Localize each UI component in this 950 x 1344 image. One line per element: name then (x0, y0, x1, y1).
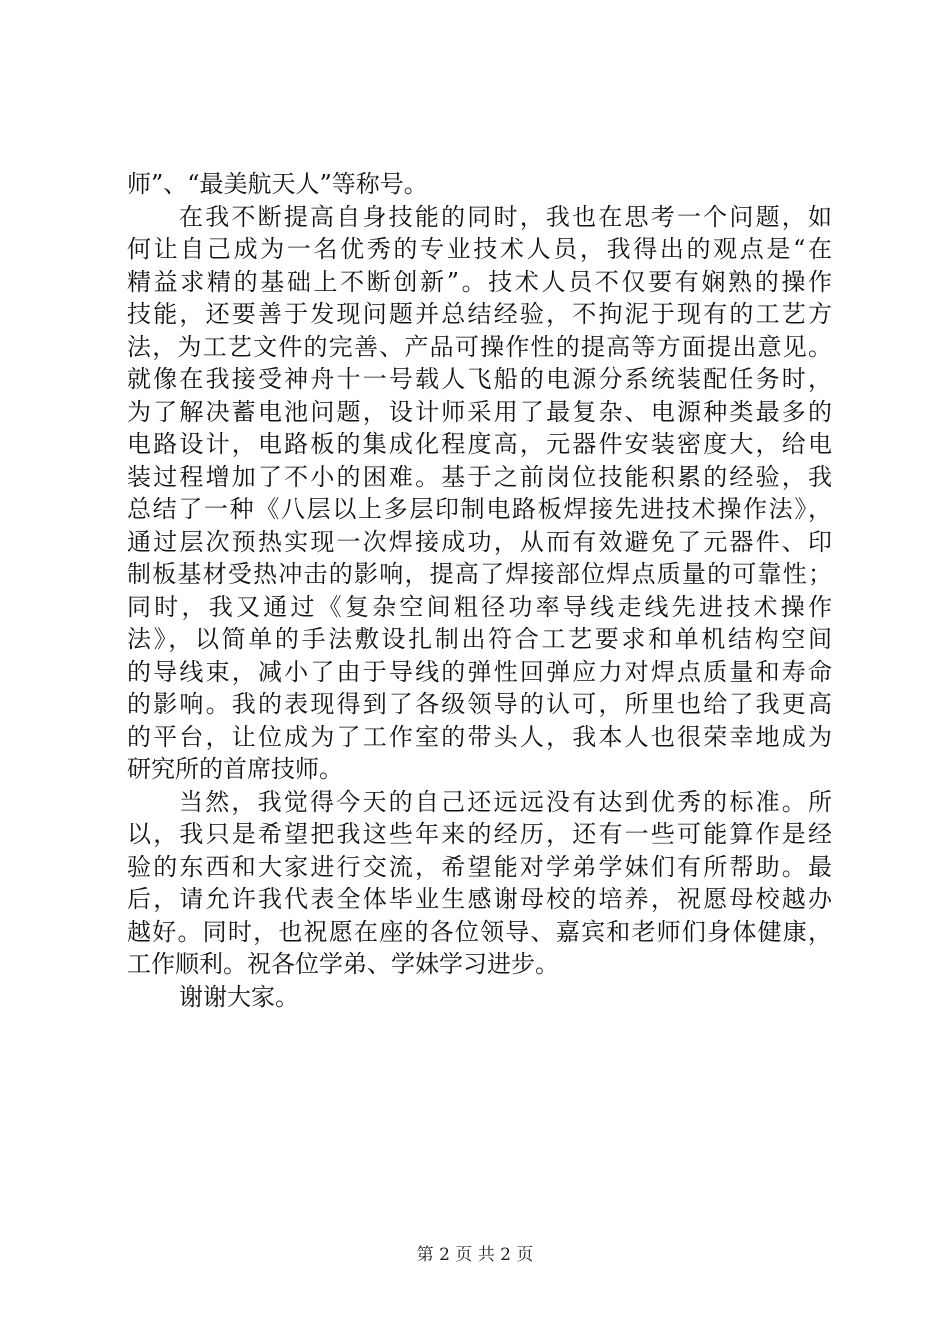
text-line: 在我不断提高自身技能的同时，我也在思考一个问题，如 (179, 202, 832, 231)
text-line: 何让自己成为一名优秀的专业技术人员，我得出的观点是“在 (127, 235, 832, 263)
text-line: 法》，以简单的手法敷设扎制出符合工艺要求和单机结构空间 (127, 625, 832, 653)
body-text (127, 168, 832, 1013)
text-line: 工作顺利。祝各位学弟、学妹学习进步。 (127, 950, 559, 978)
text-line: 验的东西和大家进行交流，希望能对学弟学妹们有所帮助。最 (127, 852, 832, 881)
text-line: 师”、“最美航天人”等称号。 (127, 170, 428, 198)
text-line: 法，为工艺文件的完善、产品可操作性的提高等方面提出意见。 (127, 332, 832, 361)
page-footer: 第 2 页 共 2 页 (416, 1245, 534, 1265)
text-line: 后，请允许我代表全体毕业生感谢母校的培养，祝愿母校越办 (127, 885, 832, 913)
text-line: 研究所的首席技师。 (127, 755, 343, 783)
text-line: 当然，我觉得今天的自己还远远没有达到优秀的标准。所 (179, 787, 832, 816)
text-line: 以，我只是希望把我这些年来的经历，还有一些可能算作是经 (127, 820, 832, 848)
text-line: 装过程增加了不小的困难。基于之前岗位技能积累的经验，我 (127, 462, 832, 491)
text-line: 的平台，让位成为了工作室的带头人，我本人也很荣幸地成为 (127, 722, 832, 751)
text-line: 的影响。我的表现得到了各级领导的认可，所里也给了我更高 (127, 690, 832, 718)
text-line: 就像在我接受神舟十一号载人飞船的电源分系统装配任务时， (127, 365, 832, 393)
text-line: 制板基材受热冲击的影响，提高了焊接部位焊点质量的可靠性； (127, 560, 832, 588)
text-line: 的导线束，减小了由于导线的弹性回弹应力对焊点质量和寿命 (127, 657, 832, 686)
text-line: 谢谢大家。 (179, 982, 299, 1011)
text-line: 同时，我又通过《复杂空间粗径功率导线走线先进技术操作 (127, 592, 832, 621)
text-line: 总结了一种《八层以上多层印制电路板焊接先进技术操作法》， (127, 495, 832, 523)
text-line: 越好。同时，也祝愿在座的各位领导、嘉宾和老师们身体健康， (127, 917, 832, 946)
text-line: 为了解决蓄电池问题，设计师采用了最复杂、电源种类最多的 (127, 397, 832, 426)
text-line: 技能，还要善于发现问题并总结经验，不拘泥于现有的工艺方 (127, 300, 832, 328)
text-line: 电路设计，电路板的集成化程度高，元器件安装密度大，给电 (127, 430, 832, 458)
text-line: 通过层次预热实现一次焊接成功，从而有效避免了元器件、印 (127, 527, 832, 556)
text-line: 精益求精的基础上不断创新”。技术人员不仅要有娴熟的操作 (127, 267, 832, 296)
